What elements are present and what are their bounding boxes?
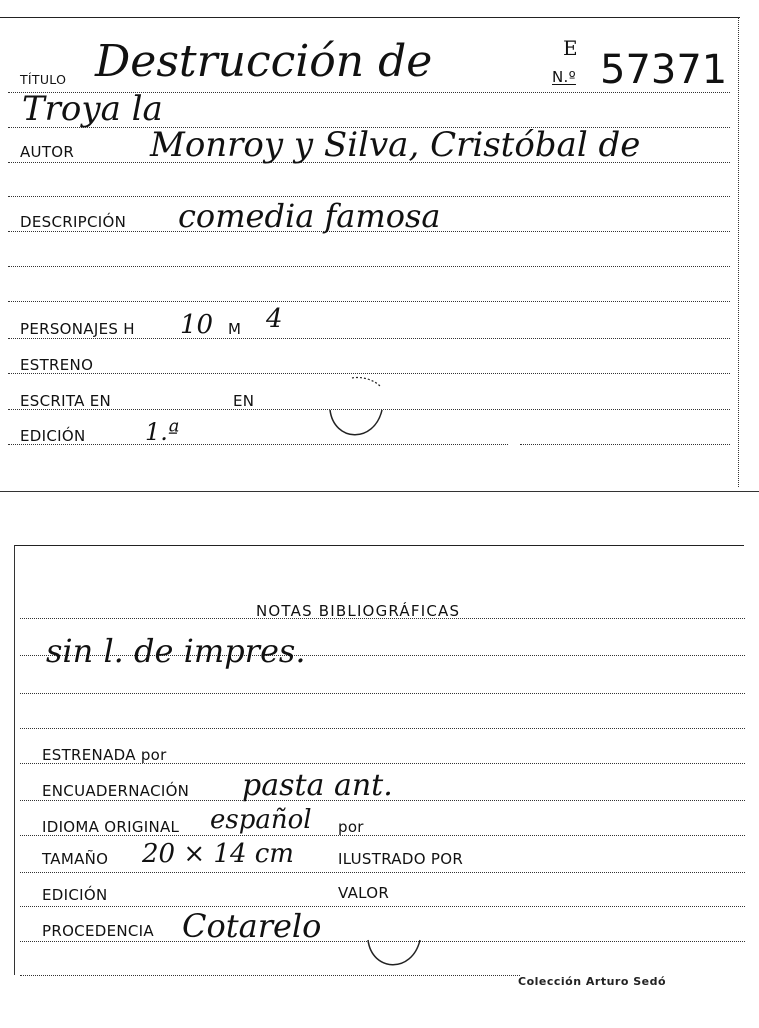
label-titulo: TÍTULO — [20, 72, 67, 87]
card-bottom-edge — [0, 491, 759, 492]
label-encuadernacion: ENCUADERNACIÓN — [42, 782, 190, 800]
label-en: EN — [233, 392, 255, 410]
notch-mark — [360, 930, 430, 980]
label-mujeres: M — [228, 320, 242, 338]
card-right-edge — [738, 17, 739, 487]
label-idioma-original: IDIOMA ORIGINAL — [42, 818, 180, 836]
label-escrita-en: ESCRITA EN — [20, 392, 112, 410]
label-edicion-back: EDICIÓN — [42, 886, 108, 904]
titulo-value-line1: Destrucción de — [95, 36, 433, 87]
personajes-m-value: 4 — [266, 304, 283, 334]
label-ilustrado-por: ILUSTRADO POR — [338, 850, 464, 868]
rule-line — [520, 444, 730, 445]
notch-mark — [322, 372, 392, 447]
label-idioma-por: por — [338, 818, 364, 836]
label-procedencia: PROCEDENCIA — [42, 922, 154, 940]
tamano-value: 20 × 14 cm — [142, 839, 294, 869]
label-valor: VALOR — [338, 884, 390, 902]
rule-line — [8, 338, 730, 339]
rule-line — [8, 301, 730, 302]
label-estrenada-por: ESTRENADA por — [42, 746, 167, 764]
label-autor: AUTOR — [20, 143, 75, 161]
numero-letter: E — [563, 36, 578, 60]
label-numero: N.º — [552, 68, 576, 86]
collection-stamp: Colección Arturo Sedó — [518, 975, 667, 988]
numero-value: 57371 — [600, 47, 728, 93]
notas-value: sin l. de impres. — [46, 632, 306, 670]
edicion-value: 1.ª — [145, 418, 180, 446]
card-top-edge — [14, 545, 744, 546]
back-card — [0, 545, 759, 1015]
encuadernacion-value: pasta ant. — [242, 768, 393, 803]
label-estreno: ESTRENO — [20, 356, 94, 374]
label-descripcion: DESCRIPCIÓN — [20, 213, 127, 231]
label-tamano: TAMAÑO — [42, 850, 109, 868]
rule-line — [8, 266, 730, 267]
label-personajes: PERSONAJES H — [20, 320, 135, 338]
rule-line — [20, 728, 745, 729]
personajes-h-value: 10 — [180, 310, 214, 340]
card-top-edge — [0, 17, 740, 18]
idioma-original-value: español — [210, 805, 312, 835]
notas-heading: NOTAS BIBLIOGRÁFICAS — [256, 602, 461, 620]
front-card — [0, 0, 759, 495]
label-edicion: EDICIÓN — [20, 427, 86, 445]
rule-line — [20, 872, 745, 873]
autor-value: Monroy y Silva, Cristóbal de — [150, 125, 641, 165]
card-left-edge — [14, 545, 15, 975]
rule-line — [20, 906, 745, 907]
descripcion-value: comedia famosa — [178, 197, 441, 235]
titulo-value-line2: Troya la — [22, 89, 163, 129]
rule-line — [20, 975, 520, 976]
procedencia-value: Cotarelo — [182, 907, 322, 945]
rule-line — [20, 693, 745, 694]
